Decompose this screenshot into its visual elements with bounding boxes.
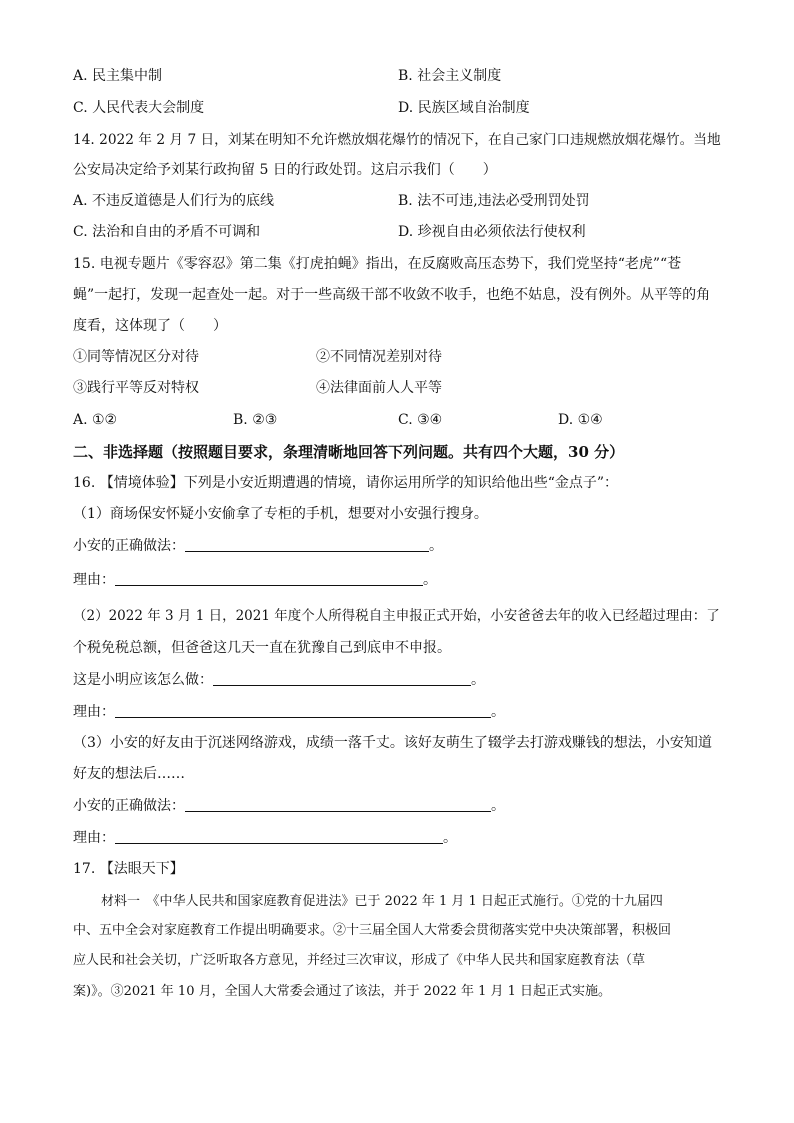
q16-p2-answer-period: 。 [471,672,485,688]
section2-title: 二、非选择题（按照题目要求，条理清晰地回答下列问题。共有四个大题，30 分） [73,443,625,461]
q16-intro: 16. 【情境体验】下列是小安近期遭遇的情境，请你运用所学的知识给他出些“金点子”： [73,475,619,491]
q15-statement-2: ②不同情况差别对待 [316,349,442,365]
q16-p2-answer-line [73,671,485,689]
q17-material1-line4: 案)》。③2021 年 10 月，全国人大常委会通过了该法，并于 2022 年 1 月 1 日起正式实施。 [73,984,612,999]
q16-p1-answer-period: 。 [429,538,443,554]
q16-p3-reason-label: 理由： [73,830,115,846]
q13-option-d: D. 民族区域自治制度 [398,100,530,116]
q16-p2-reason-period: 。 [491,704,505,720]
q15-statement-4: ④法律面前人人平等 [316,380,442,396]
q15-stem-line1: 15. 电视专题片《零容忍》第二集《打虎拍蝇》指出，在反腐败高压态势下，我们党坚持“老虎”“苍 [73,256,682,272]
q17-title: 17. 【法眼天下】 [73,861,184,877]
q16-p2-reason-line [73,703,505,721]
q16-p3-reason-period: 。 [443,830,457,846]
q16-p3-answer-line [73,797,505,815]
q16-part3-line1: （3）小安的好友由于沉迷网络游戏，成绩一落千丈。该好友萌生了辍学去打游戏赚钱的想法，小安知道 [73,735,712,751]
q14-stem-line2: 公安局决定给予刘某行政拘留 5 日的行政处罚。这启示我们（ ） [73,162,497,178]
q16-p3-answer-label: 小安的正确做法： [73,798,185,814]
q15-statement-1: ①同等情况区分对待 [73,349,199,365]
q14-option-b: B. 法不可违,违法必受刑罚处罚 [398,193,590,209]
q15-stem-line2: 蝇”一起打，发现一起查处一起。对于一些高级干部不收敛不收手，也绝不姑息，没有例外。从平等的角 [73,287,711,303]
q16-p1-reason-blank[interactable] [115,571,423,586]
q16-p3-answer-period: 。 [491,798,505,814]
q13-option-c: C. 人民代表大会制度 [73,100,205,116]
q16-p2-reason-blank[interactable] [115,703,491,718]
q16-p3-reason-line [73,829,457,847]
q16-p1-reason-label: 理由： [73,572,115,588]
q16-p1-answer-blank[interactable] [185,537,429,552]
q14-option-c: C. 法治和自由的矛盾不可调和 [73,224,261,240]
q16-p3-answer-blank[interactable] [185,797,491,812]
q15-option-a: A. ①② [73,412,118,428]
q16-p2-answer-label: 这是小明应该怎么做： [73,672,213,688]
q16-p3-reason-blank[interactable] [115,829,443,844]
q15-stem-line3: 度看，这体现了（ ） [73,318,227,334]
q16-p1-answer-label: 小安的正确做法： [73,538,185,554]
q17-material1-line3: 应人民和社会关切，广泛听取各方意见，并经过三次审议，形成了《中华人民共和国家庭教育法（草 [73,953,646,968]
q16-p1-reason-line [73,571,437,589]
q15-option-d: D. ①④ [558,412,603,428]
q16-part2-line2: 个税免税总额，但爸爸这几天一直在犹豫自己到底申不申报。 [73,640,451,656]
q16-p2-answer-blank[interactable] [213,671,471,686]
q16-p1-reason-period: 。 [423,572,437,588]
q14-option-a: A. 不违反道德是人们行为的底线 [73,193,275,209]
q17-material1-line1: 材料一 《中华人民共和国家庭教育促进法》已于 2022 年 1 月 1 日起正式施行。①党的十九届四 [101,894,663,909]
q16-p1-answer-line [73,537,443,555]
q16-part3-line2: 好友的想法后…… [73,766,185,782]
q13-option-a: A. 民主集中制 [73,68,163,84]
q14-option-d: D. 珍视自由必须依法行使权利 [398,224,586,240]
q15-statement-3: ③践行平等反对特权 [73,380,199,396]
q16-part1: （1）商场保安怀疑小安偷拿了专柜的手机，想要对小安强行搜身。 [73,506,488,522]
q16-part2-line1: （2）2022 年 3 月 1 日，2021 年度个人所得税自主申报正式开始，小安爸爸去年的收入已经超过理由：了 [73,608,720,624]
q15-option-b: B. ②③ [233,412,278,428]
q14-stem-line1: 14. 2022 年 2 月 7 日，刘某在明知不允许燃放烟花爆竹的情况下，在自己家门口违规燃放烟花爆竹。当地 [73,132,721,148]
q17-material1-line2: 中、五中全会对家庭教育工作提出明确要求。②十三届全国人大常委会贯彻落实党中央决策部署，积极回 [73,923,672,938]
q16-p2-reason-label: 理由： [73,704,115,720]
q15-option-c: C. ③④ [398,412,443,428]
q13-option-b: B. 社会主义制度 [398,68,502,84]
